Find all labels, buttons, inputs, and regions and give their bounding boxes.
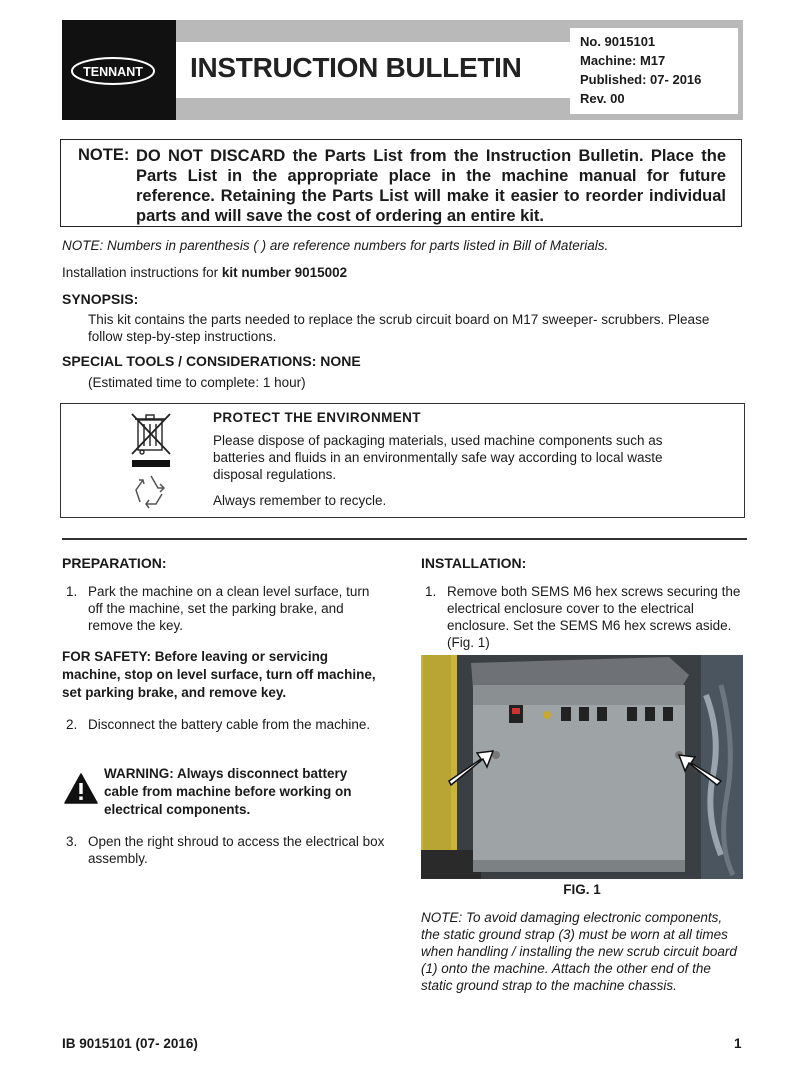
install-step-1-text: Remove both SEMS M6 hex screws securing the electrical enclosure cover to the electrical enclosure. Set the SEMS M6 hex screws aside. (Fig. 1) [447, 584, 741, 650]
discard-note-text: DO NOT DISCARD the Parts List from the Instruction Bulletin. Place the Parts List in the appropriate place in the machine manual for future reference. Retaining the Parts List will make it easier to reorder individual parts and will save the cost of ordering an entire kit. [136, 147, 726, 225]
page-number: 1 [734, 1036, 742, 1051]
warning-icon [64, 772, 98, 806]
safety-notice: FOR SAFETY: Before leaving or servicing machine, stop on level surface, turn off machine, set parking brake, and remove key. [62, 649, 376, 700]
logo-text: TENNANT [83, 65, 143, 79]
special-tools-heading: SPECIAL TOOLS / CONSIDERATIONS: NONE [62, 353, 361, 369]
estimated-time: (Estimated time to complete: 1 hour) [88, 375, 306, 390]
figure-1-photo [421, 655, 743, 879]
prep-step-2-text: Disconnect the battery cable from the machine. [88, 717, 371, 732]
figure-1-caption: FIG. 1 [563, 882, 601, 897]
environment-icons [126, 410, 176, 510]
synopsis-heading: SYNOPSIS: [62, 291, 139, 307]
environment-text: Please dispose of packaging materials, used machine components such as batteries and fluids in an environmentally safe way according to local waste disposal regulations. [213, 433, 663, 482]
environment-heading: PROTECT THE ENVIRONMENT [213, 410, 421, 425]
install-kit-prefix: Installation instructions for [62, 265, 222, 280]
bulletin-number: No. 9015101 [580, 34, 656, 49]
prep-step-2-number: 2. [66, 717, 78, 732]
install-step-1-number: 1. [425, 584, 437, 599]
prep-step-3-text: Open the right shroud to access the electrical box assembly. [88, 834, 385, 866]
discard-note-label: NOTE: [78, 146, 130, 164]
reference-note: NOTE: Numbers in parenthesis ( ) are reference numbers for parts listed in Bill of Materials. [62, 238, 609, 253]
install-kit-line [62, 264, 347, 281]
prep-step-1-text: Park the machine on a clean level surface, turn off the machine, set the parking brake, and remove the key. [88, 584, 370, 633]
revision: Rev. 00 [580, 91, 625, 106]
installation-heading: INSTALLATION: [421, 555, 527, 571]
section-divider [62, 538, 747, 540]
tennant-logo [70, 56, 156, 86]
figure-note-text: : To avoid damaging electronic components, the static ground strap (3) must be worn at all times when handling / installing the new scrub circuit board (1) onto the machine. Attach the other end of the static ground strap to the machine chassis. [421, 910, 737, 993]
bin-underline-bar [132, 460, 170, 467]
bulletin-meta [580, 32, 701, 108]
prep-step-1-number: 1. [66, 584, 78, 599]
figure-note-label: NOTE [421, 910, 459, 925]
crossed-out-bin-icon [132, 414, 170, 454]
footer-bulletin-id: IB 9015101 (07- 2016) [62, 1036, 198, 1051]
preparation-heading: PREPARATION: [62, 555, 167, 571]
synopsis-text: This kit contains the parts needed to replace the scrub circuit board on M17 sweeper- scrubbers. Please follow step-by-step instructions. [88, 312, 710, 344]
page-title: INSTRUCTION BULLETIN [190, 52, 522, 83]
prep-step-3-number: 3. [66, 834, 78, 849]
machine-model: Machine: M17 [580, 53, 666, 68]
figure-1-note [421, 909, 743, 994]
recycle-icon [136, 476, 164, 508]
warning-text: WARNING: Always disconnect battery cable from machine before working on electrical components. [104, 766, 352, 817]
published-date: Published: 07- 2016 [580, 72, 702, 87]
install-kit-number: kit number 9015002 [221, 265, 348, 280]
recycle-reminder: Always remember to recycle. [213, 493, 387, 508]
